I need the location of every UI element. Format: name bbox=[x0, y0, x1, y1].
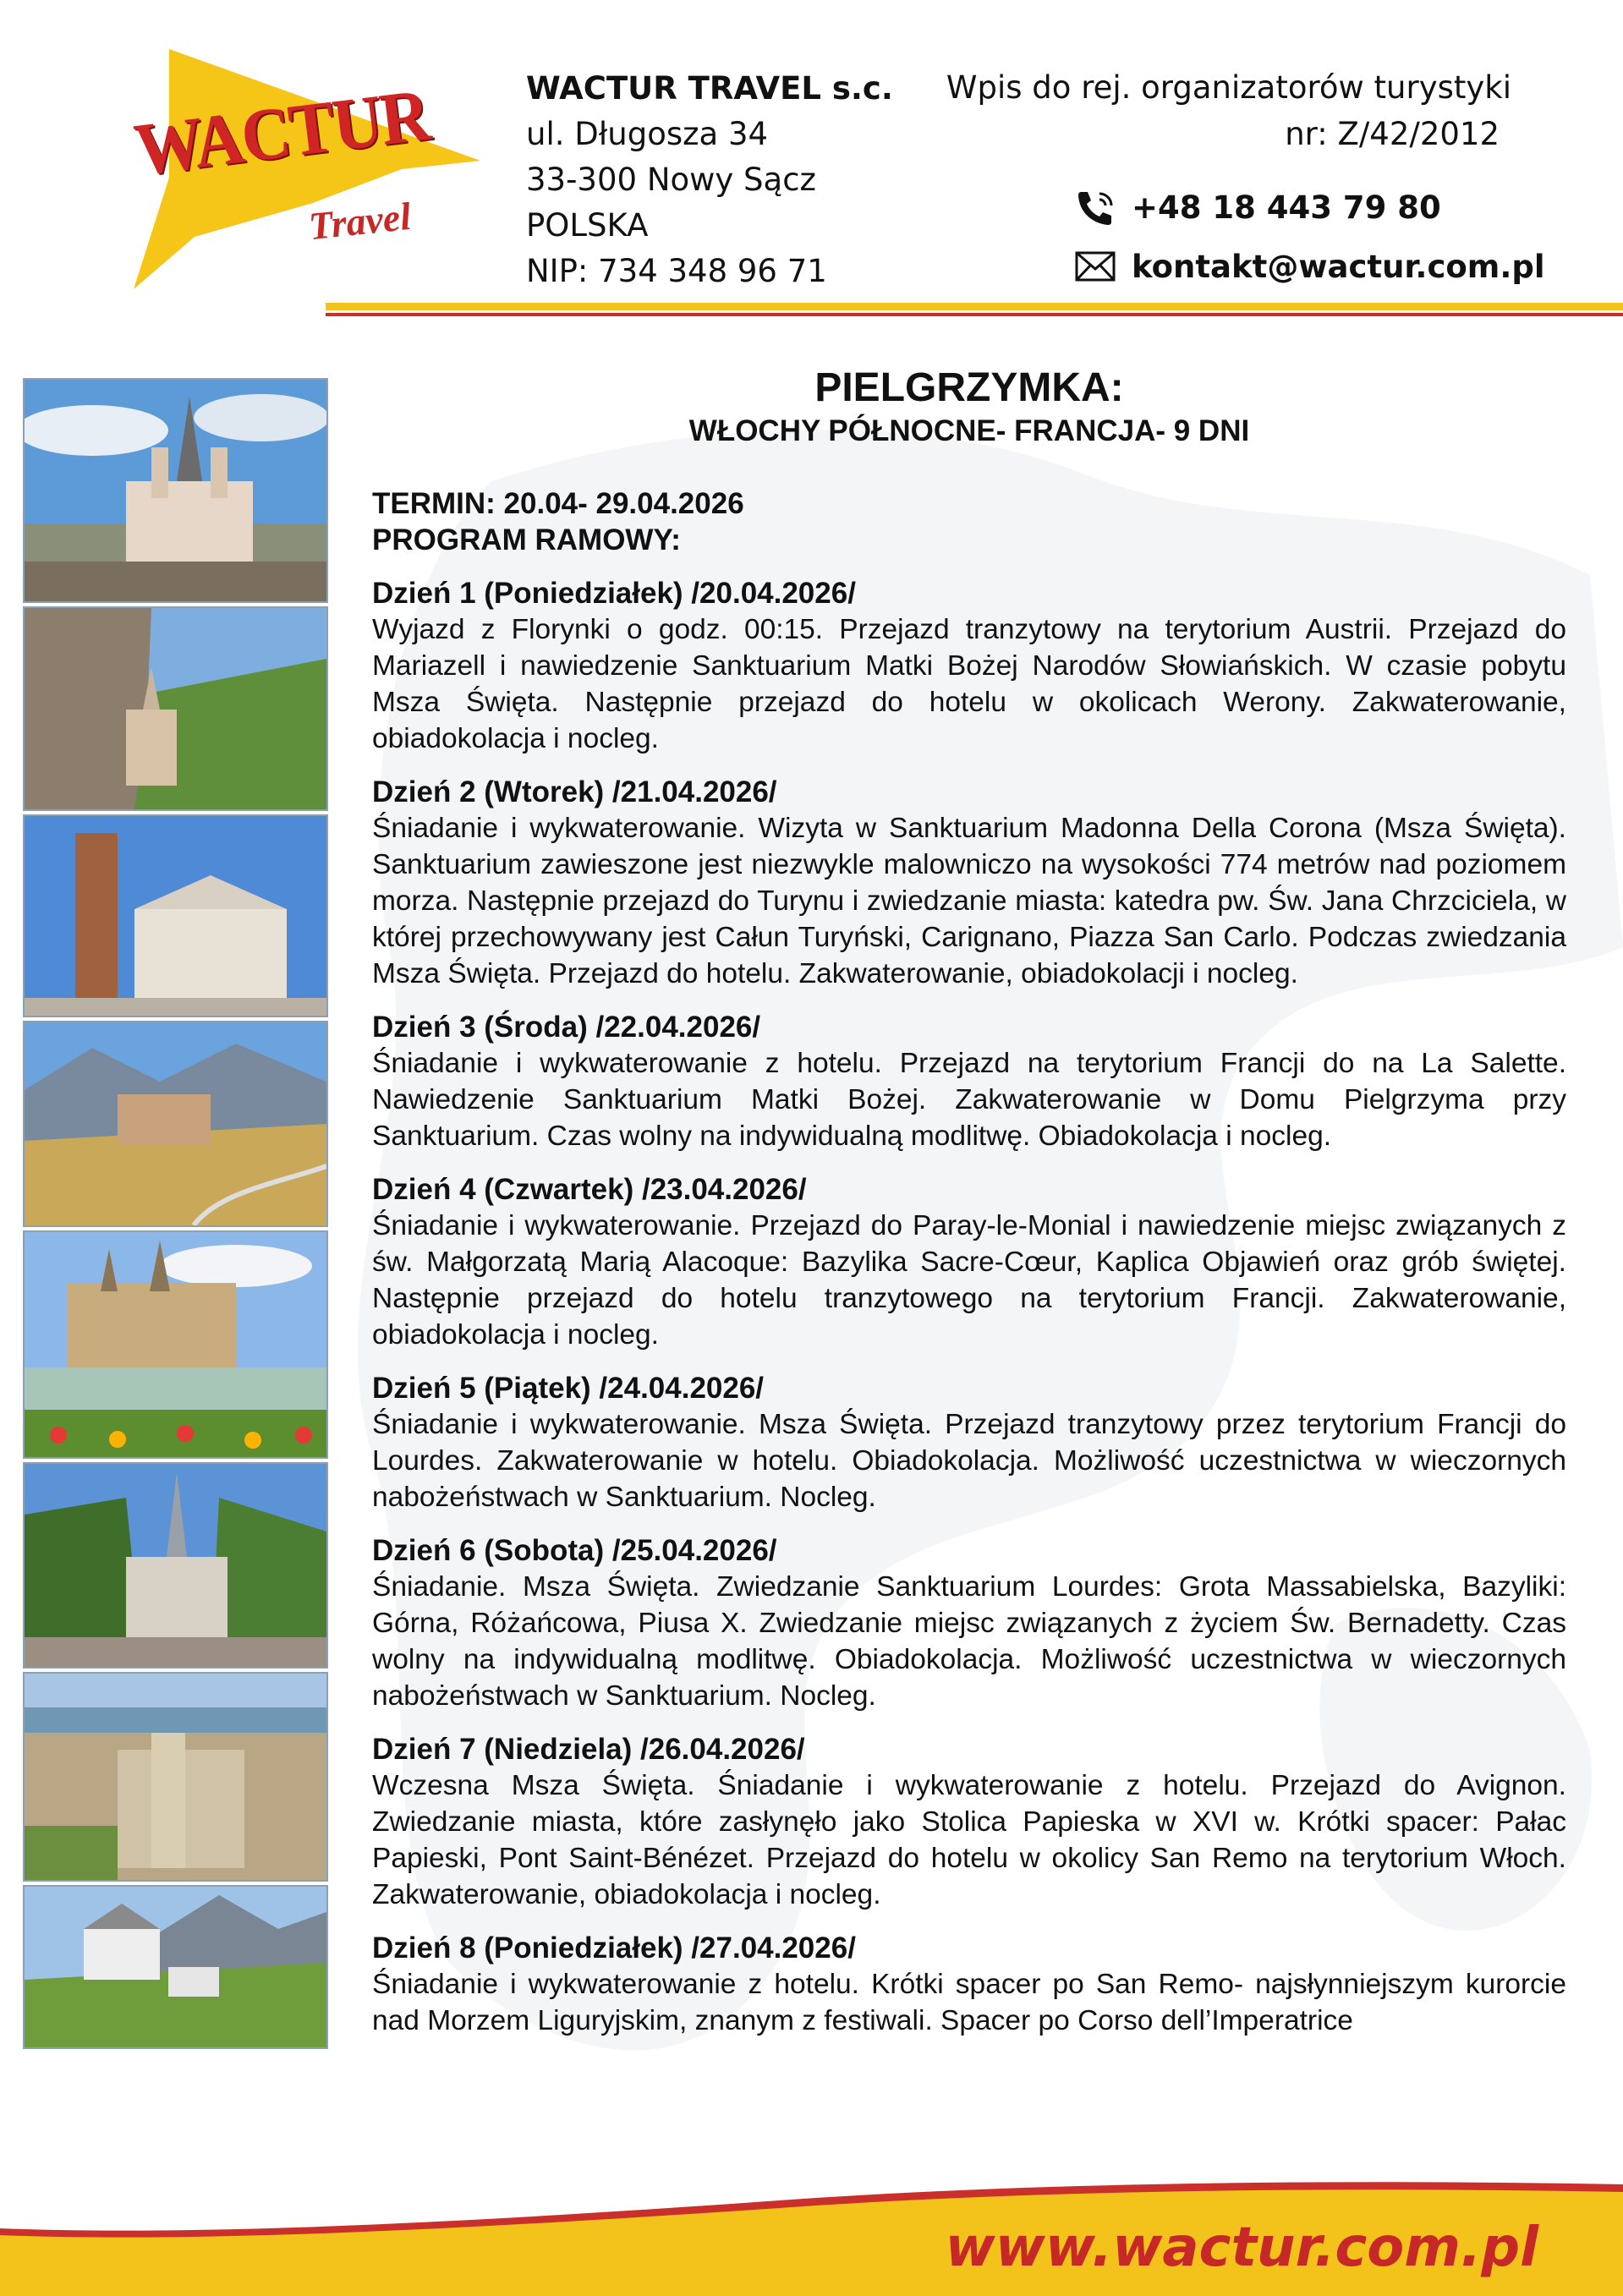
day-3-description: Śniadanie i wykwaterowanie z hotelu. Przejazd na terytorium Francji do na La Salette. Nawiedzenie Sanktuarium Matki Bożej. Zakwaterowanie w Domu Pielgrzyma przy Sanktuarium. Czas wolny na indywidualną modlitwę. Obiadokolacja i nocleg. bbox=[372, 1048, 1566, 1152]
photo-turin-cathedral bbox=[23, 814, 328, 1017]
day-4-heading: Dzień 4 (Czwartek) /23.04.2026/ bbox=[372, 1173, 807, 1206]
phone-number[interactable]: +48 18 443 79 80 bbox=[1132, 189, 1441, 226]
day-2-description: Śniadanie i wykwaterowanie. Wizyta w Sanktuarium Madonna Della Corona (Msza Święta). Sanktuarium zawieszone jest niezwykle malowniczo na wysokości 774 metrów nad poziomem morza. Następnie przejazd do Turynu i zwiedzanie miasta: katedra pw. Św. Jana Chrzciciela, w której przechowywany jest Całun Turyński, Carignano, Piazza San Carlo. Podczas zwiedzania Msza Święta. Przejazd do hotelu. Zakwaterowanie, obiadokolacji i nocleg. bbox=[372, 813, 1566, 989]
day-8 bbox=[372, 1930, 1566, 2039]
day-6-description: Śniadanie. Msza Święta. Zwiedzanie Sanktuarium Lourdes: Grota Massabielska, Bazyliki: Górna, Różańcowa, Piusa X. Zwiedzanie miejsc związanych z życiem Św. Bernadetty. Czas wolny na indywidualną modlitwę. Obiadokolacja. Możliwość uczestnictwa w wieczornych nabożeństwach w Sanktuarium. Nocleg. bbox=[372, 1571, 1566, 1712]
registry-info bbox=[946, 64, 1511, 157]
day-6-heading: Dzień 6 (Sobota) /25.04.2026/ bbox=[372, 1534, 777, 1567]
page-title: PIELGRZYMKA: bbox=[814, 365, 1124, 410]
trip-term: TERMIN: 20.04- 29.04.2026 bbox=[372, 487, 744, 520]
company-street: ul. Długosza 34 bbox=[526, 116, 769, 152]
company-city: 33-300 Nowy Sącz bbox=[526, 162, 816, 198]
day-2 bbox=[372, 774, 1566, 992]
day-7-description: Wczesna Msza Święta. Śniadanie i wykwaterowanie z hotelu. Przejazd do Avignon. Zwiedzanie miasta, które zasłynęło jako Stolica Papieska w XVI w. Krótki spacer: Pałac Papieski, Pont Saint-Bénézet. Przejazd do hotelu w okolicy San Remo na terytorium Włoch. Zakwaterowanie, obiadokolacja i nocleg. bbox=[372, 1770, 1566, 1910]
website-link[interactable]: www.wactur.com.pl bbox=[945, 2217, 1538, 2279]
header-divider-red bbox=[326, 313, 1623, 316]
day-1-heading: Dzień 1 (Poniedziałek) /20.04.2026/ bbox=[372, 577, 856, 610]
photo-avignon-papal-palace bbox=[23, 1672, 328, 1882]
day-1-description: Wyjazd z Florynki o godz. 00:15. Przejazd tranzytowy na terytorium Austrii. Przejazd do Mariazell i nawiedzenie Sanktuarium Matki Bożej Narodów Słowiańskich. W czasie pobytu Msza Święta. Następnie przejazd do hotelu w okolicach Werony. Zakwaterowanie, obiadokolacja i nocleg. bbox=[372, 614, 1566, 754]
company-nip: NIP: 734 348 96 71 bbox=[526, 253, 827, 289]
envelope-icon bbox=[1074, 248, 1118, 285]
company-name: WACTUR TRAVEL s.c. bbox=[526, 70, 893, 107]
photo-column bbox=[23, 378, 328, 2052]
logo-wordmark: WACTUR bbox=[130, 74, 434, 192]
itinerary-content bbox=[372, 364, 1566, 2039]
day-3 bbox=[372, 1009, 1566, 1154]
company-country: POLSKA bbox=[526, 207, 649, 244]
photo-mountain-sanctuary bbox=[23, 1885, 328, 2049]
photo-la-salette bbox=[23, 1021, 328, 1227]
header-divider-yellow bbox=[326, 303, 1623, 310]
logo-subtitle: Travel bbox=[306, 194, 414, 249]
day-8-heading: Dzień 8 (Poniedziałek) /27.04.2026/ bbox=[372, 1932, 856, 1964]
day-5 bbox=[372, 1370, 1566, 1515]
day-5-heading: Dzień 5 (Piątek) /24.04.2026/ bbox=[372, 1372, 765, 1405]
day-2-heading: Dzień 2 (Wtorek) /21.04.2026/ bbox=[372, 775, 777, 808]
day-6 bbox=[372, 1532, 1566, 1714]
email-row bbox=[1074, 237, 1545, 296]
day-7-heading: Dzień 7 (Niedziela) /26.04.2026/ bbox=[372, 1733, 805, 1766]
phone-icon bbox=[1074, 189, 1118, 226]
email-address[interactable]: kontakt@wactur.com.pl bbox=[1132, 248, 1545, 285]
phone-row bbox=[1074, 178, 1545, 237]
photo-mariazell-basilica bbox=[23, 378, 328, 603]
photo-paray-le-monial bbox=[23, 1230, 328, 1459]
day-7 bbox=[372, 1731, 1566, 1913]
photo-madonna-della-corona bbox=[23, 606, 328, 811]
registry-line-2: nr: Z/42/2012 bbox=[1285, 116, 1500, 152]
day-1 bbox=[372, 575, 1566, 757]
program-label: PROGRAM RAMOWY: bbox=[372, 523, 681, 556]
wactur-logo bbox=[118, 42, 482, 296]
contact-block bbox=[1074, 178, 1545, 296]
page-subtitle: WŁOCHY PÓŁNOCNE- FRANCJA- 9 DNI bbox=[688, 414, 1250, 447]
company-address bbox=[526, 66, 893, 294]
photo-lourdes-sanctuary bbox=[23, 1462, 328, 1669]
day-3-heading: Dzień 3 (Środa) /22.04.2026/ bbox=[372, 1011, 761, 1044]
day-8-description: Śniadanie i wykwaterowanie z hotelu. Krótki spacer po San Remo- najsłynniejszym kurorcie nad Morzem Liguryjskim, znanym z festiwali. Spacer po Corso dell’Imperatrice bbox=[372, 1969, 1566, 2036]
day-4 bbox=[372, 1171, 1566, 1353]
day-5-description: Śniadanie i wykwaterowanie. Msza Święta. Przejazd tranzytowy przez terytorium Francji do Lourdes. Zakwaterowanie w hotelu. Obiadokolacja. Możliwość uczestnictwa w wieczornych nabożeństwach w Sanktuarium. Nocleg. bbox=[372, 1409, 1566, 1513]
day-4-description: Śniadanie i wykwaterowanie. Przejazd do Paray-le-Monial i nawiedzenie miejsc związanych z św. Małgorzatą Marią Alacoque: Bazylika Sacre-Cœur, Kaplica Objawień oraz grób świętej. Następnie przejazd do hotelu tranzytowego na terytorium Francji. Zakwaterowanie, obiadokolacja i nocleg. bbox=[372, 1210, 1566, 1351]
registry-line-1: Wpis do rej. organizatorów turystyki bbox=[946, 69, 1511, 106]
